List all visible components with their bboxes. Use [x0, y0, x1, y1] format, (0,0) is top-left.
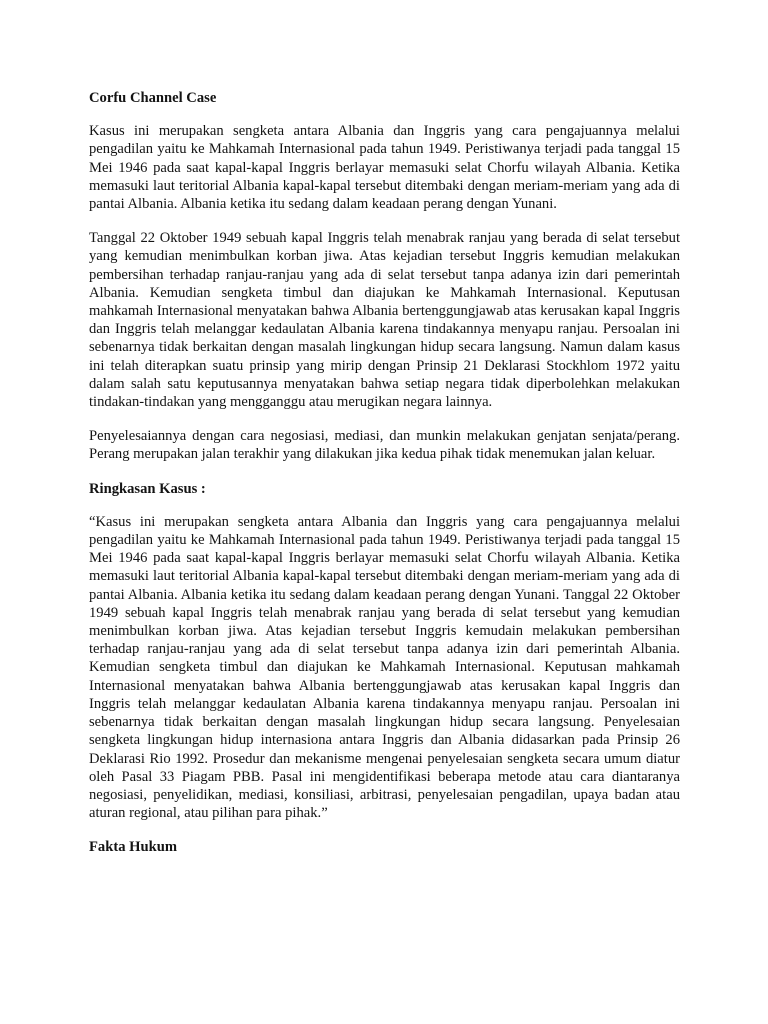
paragraph-1: Kasus ini merupakan sengketa antara Albania dan Inggris yang cara pengajuannya melalui pengadilan yaitu ke Mahkamah Internasional pada tahun 1949. Peristiwanya terjadi pada tanggal 15 Mei 1946 pada saat kapal-kapal Inggris berlayar memasuki selat Chorfu wilayah Albania. Ketika memasuki laut teritorial Albania kapal-kapal tersebut ditembaki dengan meriam-meriam yang ada di pantai Albania. Albania ketika itu sedang dalam keadaan perang dengan Yunani. [89, 123, 680, 213]
document-body [89, 89, 680, 872]
document-title: Corfu Channel Case [89, 90, 217, 106]
facts-heading: Fakta Hukum [89, 839, 177, 856]
paragraph-3: Penyelesaiannya dengan cara negosiasi, mediasi, dan munkin melakukan genjatan senjata/perang. Perang merupakan jalan terakhir yang dilakukan jika kedua pihak tidak menemukan jalan keluar. [89, 428, 680, 463]
summary-quote: “Kasus ini merupakan sengketa antara Albania dan Inggris yang cara pengajuannya melalui pengadilan yaitu ke Mahkamah Internasional pada tahun 1949. Peristiwanya terjadi pada tanggal 15 Mei 1946 pada saat kapal-kapal Inggris berlayar memasuki selat Chorfu wilayah Albania. Ketika memasuki laut teritorial Albania kapal-kapal tersebut ditembaki dengan meriam-meriam yang ada di pantai Albania. Albania ketika itu sedang dalam keadaan perang dengan Yunani. Tanggal 22 Oktober 1949 sebuah kapal Inggris telah menabrak ranjau yang berada di selat tersebut yang kemudian menimbulkan korban jiwa. Atas kejadian tersebut Inggris kemudain melakukan pembersihan terhadap ranjau-ranjau yang ada di selat tersebut tanpa adanya izin dari pemerintah Albania. Kemudian sengketa timbul dan diajukan ke Mahkamah Internasional. Keputusan mahkamah Internasional menyatakan bahwa Albania bertenggungjawab atas kerusakan kapal Inggris dan Inggris telah melanggar kedaulatan Albania karena tindakannya menyapu ranjau. Persoalan ini sebenarnya tidak berkaitan dengan masalah lingkungan hidup secara langsung. Penyelesaian sengketa lingkungan hidup internasiona antara Inggris dan Albania didasarkan pada Prinsip 26 Deklarasi Rio 1992. Prosedur dan mekanisme mengenai penyelesaian sengketa secara umum diatur oleh Pasal 33 Piagam PBB. Pasal ini mengidentifikasi beberapa metode atau cara diantaranya negosiasi, penyelidikan, mediasi, konsiliasi, arbitrasi, penyelesaian pengadilan, upaya badan atau aturan regional, atau pilihan para pihak.” [89, 513, 680, 822]
summary-heading: Ringkasan Kasus : [89, 480, 206, 497]
paragraph-2: Tanggal 22 Oktober 1949 sebuah kapal Inggris telah menabrak ranjau yang berada di selat tersebut yang kemudian menimbulkan korban jiwa. Atas kejadian tersebut Inggris kemudian melakukan pembersihan terhadap ranjau-ranjau yang ada di selat tersebut tanpa adanya izin dari pemerintah Albania. Kemudian sengketa timbul dan diajukan ke Mahkamah Internasional. Keputusan mahkamah Internasional menyatakan bahwa Albania bertenggungjawab atas kerusakan kapal Inggris dan Inggris telah melanggar kedaulatan Albania karena tindakannya menyapu ranjau. Persoalan ini sebenarnya tidak berkaitan dengan masalah lingkungan hidup secara langsung. Namun dalam kasus ini telah diterapkan suatu prinsip yang mirip dengan Prinsip 21 Deklarasi Stockhlom 1972 yaitu dalam salah satu keputusannya menyatakan bahwa setiap negara tidak diperbolehkan melakukan tindakan-tindakan yang mengganggu atau merugikan negara lainnya. [89, 230, 680, 411]
